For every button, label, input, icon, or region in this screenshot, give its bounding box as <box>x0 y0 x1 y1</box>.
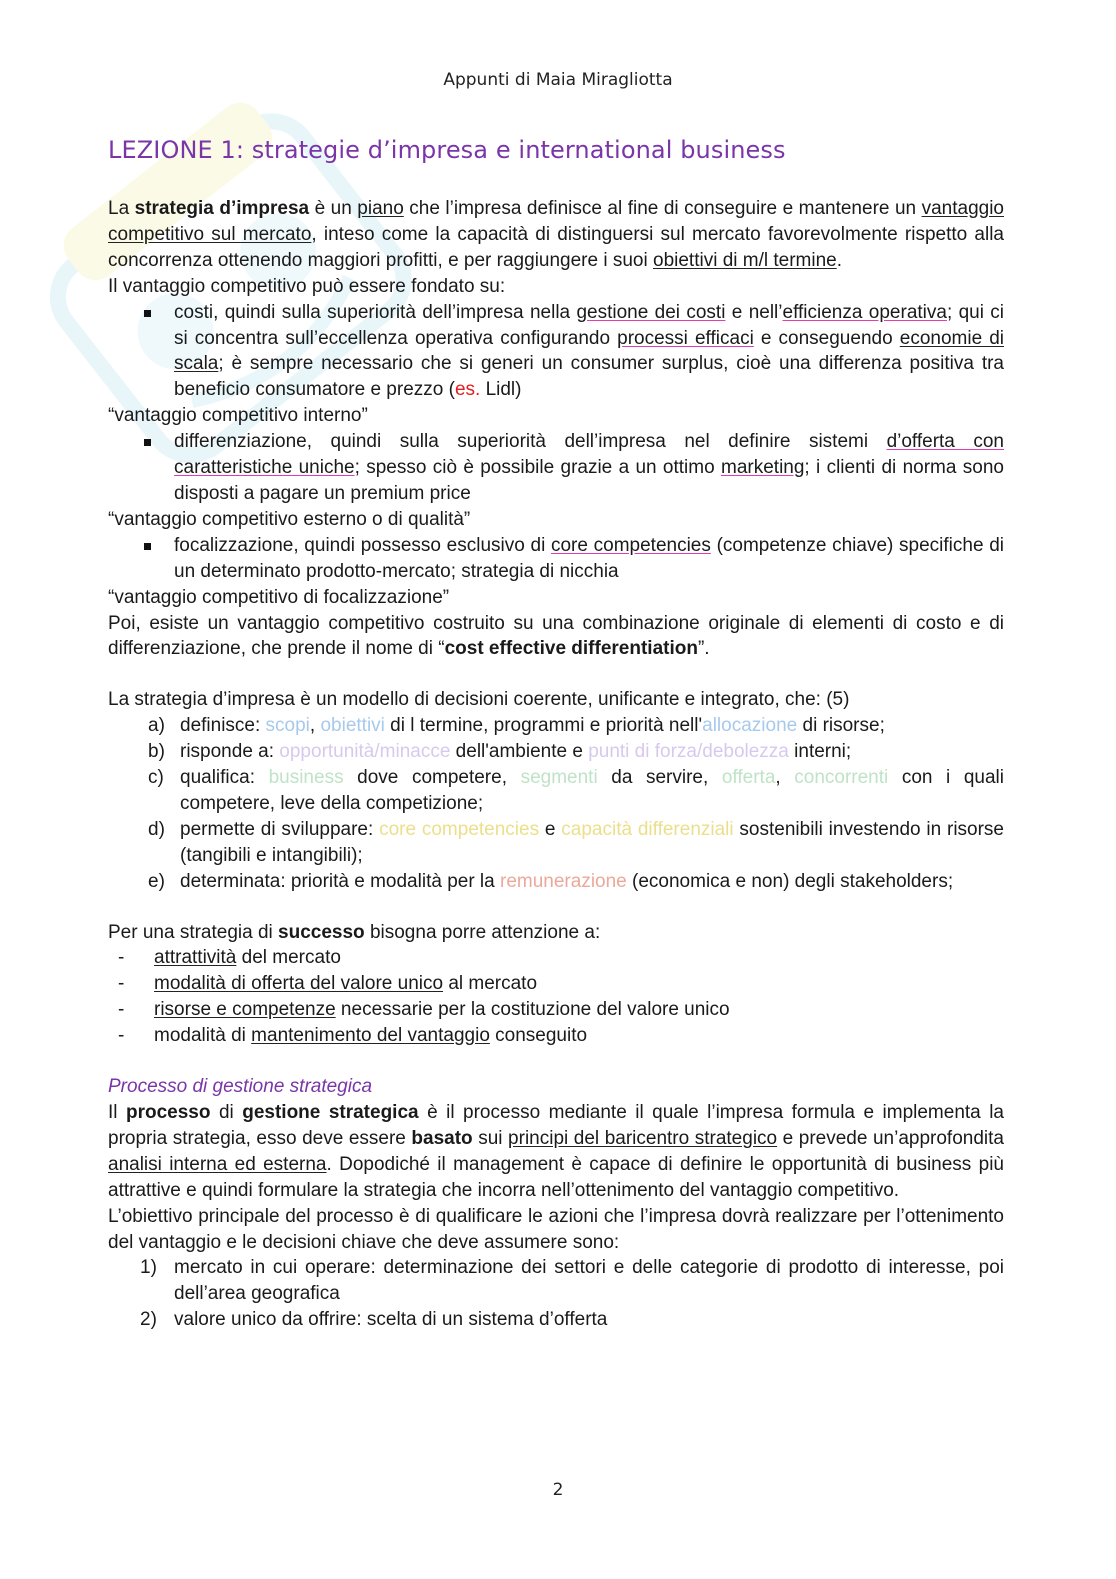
list-item: 1) mercato in cui operare: determinazione dei settori e delle categorie di prodotto di interesse, poi dell’area geografica <box>140 1257 1004 1305</box>
highlighted-term: efficienza operativa <box>782 301 947 323</box>
highlighted-term: core competencies <box>550 534 711 556</box>
document-body <box>108 196 1004 1333</box>
list-item: focalizzazione, quindi possesso esclusivo di core competencies (competenze chiave) specifiche di un determinato prodotto-mercato; strategia di nicchia <box>174 533 1004 585</box>
highlighted-term: d’offerta con caratteristiche uniche <box>174 431 1004 479</box>
intro-paragraph: La strategia d’impresa è un piano che l’impresa definisce al fine di conseguire e mantenere un vantaggio competitivo sul mercato, inteso come la capacità di distinguersi sul mercato favorevolmente rispetto alla concorrenza ottenendo maggiori profitti, e per raggiungere i suoi obiettivi di m/l termine. <box>108 198 1004 271</box>
underlined-term: economie di scala <box>174 327 1005 375</box>
list-item: - modalità di offerta del valore unico al mercato <box>118 973 538 995</box>
success-intro: Per una strategia di successo bisogna porre attenzione a: <box>108 921 601 943</box>
bullet-list-focus <box>108 533 1004 585</box>
page-header: Appunti di Maia Miragliotta <box>443 70 673 90</box>
decisions-list <box>108 1255 1004 1333</box>
list-item: - risorse e competenze necessarie per la costituzione del valore unico <box>118 999 730 1021</box>
founded-on-line: Il vantaggio competitivo può essere fondato su: <box>108 275 506 297</box>
list-item-e: e) determinata: priorità e modalità per la remunerazione (economica e non) degli stakeholders; <box>148 870 954 892</box>
list-item: - attrattività del mercato <box>118 947 341 969</box>
process-paragraph: Il processo di gestione strategica è il processo mediante il quale l’impresa formula e implementa la propria strategia, esso deve essere basato sui principi del baricentro strategico e prevede un’approfondita analisi interna ed esterna. Dopodiché il management è capace di definire le opportunità di business più attrattive e quindi formulare la strategia che incorra nell’ottenimento del vantaggio competitivo. <box>108 1102 1004 1201</box>
model-list <box>108 713 1004 894</box>
success-list <box>108 945 1004 1049</box>
lesson-title: LEZIONE 1: strategie d’impresa e international business <box>108 136 786 164</box>
label-focus: “vantaggio competitivo di focalizzazione” <box>108 586 450 608</box>
list-item-a: a) definisce: scopi, obiettivi di l termine, programmi e priorità nell'allocazione di risorse; <box>148 715 885 737</box>
bullet-list-differentiation <box>108 429 1004 507</box>
section-heading: Processo di gestione strategica <box>108 1076 373 1098</box>
label-internal: “vantaggio competitivo interno” <box>108 405 368 427</box>
list-item: differenziazione, quindi sulla superiorità dell’impresa nel definire sistemi d’offerta con caratteristiche uniche; spesso ciò è possibile grazie a un ottimo marketing; i clienti di norma sono disposti a pagare un premium price <box>174 429 1004 507</box>
list-item-d: d) permette di sviluppare: core competencies e capacità differenziali sostenibili investendo in risorse (tangibili e intangibili); <box>148 818 1004 866</box>
list-item: costi, quindi sulla superiorità dell’impresa nella gestione dei costi e nell’efficienza operativa; qui ci si concentra sull’eccellenza operativa configurando processi efficaci e conseguendo economie di scala; è sempre necessario che si generi un consumer surplus, cioè una differenza positiva tra beneficio consumatore e prezzo (es. Lidl) <box>174 300 1004 404</box>
list-item: - modalità di mantenimento del vantaggio conseguito <box>118 1025 588 1047</box>
bullet-list-costs <box>108 300 1004 404</box>
objective-paragraph: L’obiettivo principale del processo è di qualificare le azioni che l’impresa dovrà realizzare per l’ottenimento del vantaggio e le decisioni chiave che deve assumere sono: <box>108 1205 1004 1253</box>
model-intro: La strategia d’impresa è un modello di decisioni coerente, unificante e integrato, che: (5) <box>108 689 850 711</box>
underlined-term: obiettivi di m/l termine <box>653 249 837 271</box>
highlighted-term: gestione dei costi <box>576 301 726 323</box>
underlined-term: piano <box>357 198 404 219</box>
label-external: “vantaggio competitivo esterno o di qualità” <box>108 508 471 530</box>
combination-paragraph: Poi, esiste un vantaggio competitivo costruito su una combinazione originale di elementi di costo e di differenziazione, che prende il nome di “cost effective differentiation”. <box>108 612 1004 660</box>
list-item-c: c) qualifica: business dove competere, segmenti da servire, offerta, concorrenti con i quali competere, leve della competizione; <box>148 767 1004 814</box>
highlighted-term: processi efficaci <box>617 327 754 349</box>
list-item-b: b) risponde a: opportunità/minacce dell'ambiente e punti di forza/debolezza interni; <box>148 741 852 763</box>
page-number: 2 <box>552 1480 564 1500</box>
list-item: 2) valore unico da offrire: scelta di un sistema d’offerta <box>140 1309 608 1331</box>
highlighted-term: marketing <box>721 457 805 479</box>
underlined-term: vantaggio competitivo sul mercato <box>108 198 1004 245</box>
example-marker: es. <box>454 379 481 401</box>
